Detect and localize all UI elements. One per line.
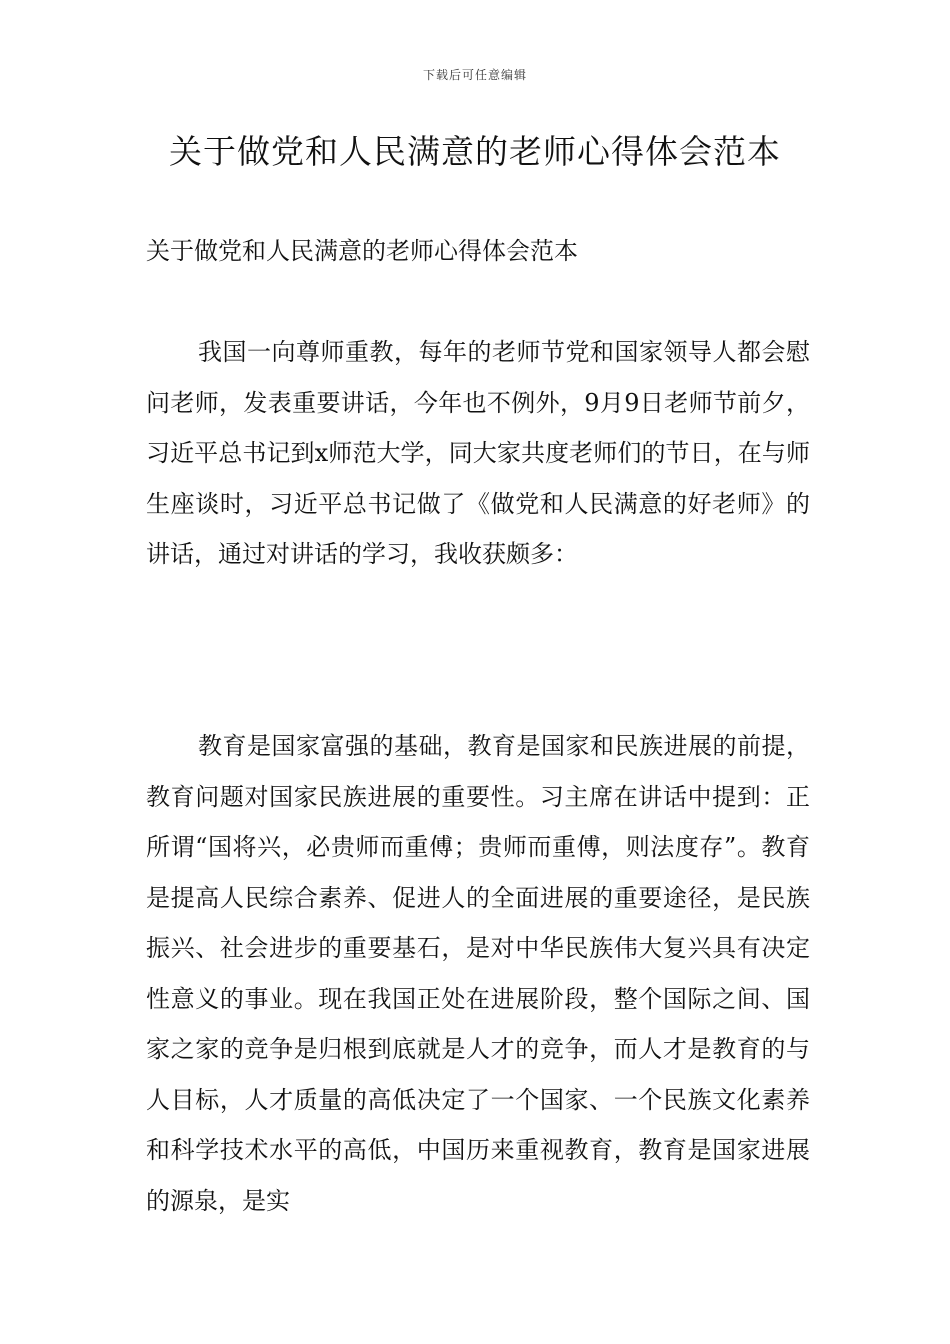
document-title: 关于做党和人民满意的老师心得体会范本 <box>169 132 781 171</box>
header-note: 下载后可任意编辑 <box>422 68 527 82</box>
paragraph: 我国一向尊师重教，每年的老师节党和国家领导人都会慰问老师，发表重要讲话，今年也不例外，9月9日老师节前夕，习近平总书记到x师范大学，同大家共度老师们的节日，在与师生座谈时，习近平总书记做了《做党和人民满意的好老师》的讲话，通过对讲话的学习，我收获颇多： <box>146 338 810 568</box>
paragraph: 教育是国家富强的基础，教育是国家和民族进展的前提，教育问题对国家民族进展的重要性。习主席在讲话中提到：正所谓“国将兴，必贵师而重傅；贵师而重傅，则法度存”。教育是提高人民综合素养、促进人的全面进展的重要途径，是民族振兴、社会进步的重要基石，是对中华民族伟大复兴具有决定性意义的事业。现在我国正处在进展阶段，整个国际之间、国家之家的竞争是归根到底就是人才的竞争，而人才是教育的与人目标，人才质量的高低决定了一个国家、一个民族文化素养和科学技术水平的高低，中国历来重视教育，教育是国家进展的源泉，是实 <box>146 732 810 1215</box>
document-subtitle: 关于做党和人民满意的老师心得体会范本 <box>146 237 578 265</box>
